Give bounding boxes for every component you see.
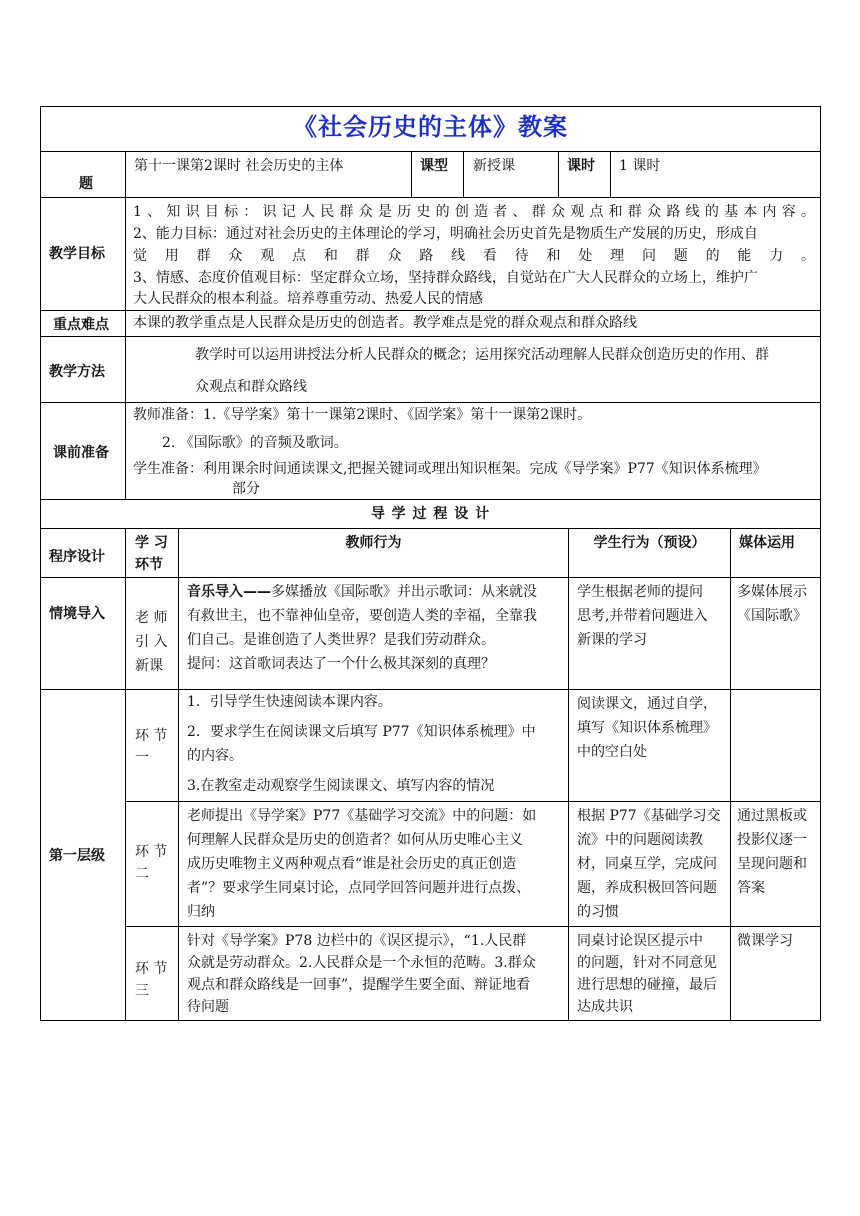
- s1-step-cell: [125, 689, 179, 802]
- s2-teacher-line: 归纳: [187, 904, 215, 920]
- s3-step-line: 三: [135, 983, 149, 999]
- goals-content-cell: [125, 197, 821, 311]
- s2-step-cell: [125, 801, 179, 927]
- type-value-cell: [463, 151, 559, 198]
- keypoints-content-cell: [125, 310, 821, 337]
- s2-media-line: 呈现问题和: [737, 856, 807, 872]
- s1-student-cell: [568, 689, 731, 802]
- s3-media-cell: [730, 926, 821, 1021]
- col-step-a: 学 习: [135, 535, 168, 551]
- goal-line: 1、知识目标：识记人民群众是历史的创造者、群众观点和群众路线的基本内容。: [133, 204, 815, 220]
- s3-teacher-cell: [178, 926, 569, 1021]
- lesson-name: 第十一课第2课时 社会历史的主体: [134, 158, 344, 174]
- level1-program: 第一层级: [49, 848, 105, 864]
- s1-step-line: 一: [135, 750, 149, 766]
- type-label-cell: [411, 151, 464, 198]
- s1-teacher-line: 3.在教室走动观察学生阅读课文、填写内容的情况: [187, 778, 495, 794]
- intro-student-cell: [568, 577, 731, 690]
- process-title: 导 学 过 程 设 计: [370, 506, 491, 522]
- s2-teacher-line: 何理解人民群众是历史的创造者？如何从历史唯心主义: [187, 832, 523, 848]
- s2-media-cell: [730, 801, 821, 927]
- goal-line: 觉用群众观点和群众路线看待和处理问题的能力。: [133, 248, 815, 264]
- process-title-row: [40, 499, 821, 529]
- s3-teacher-line: 针对《导学案》P78 边栏中的《误区提示》，“1.人民群: [187, 933, 527, 949]
- title-row: [40, 106, 821, 152]
- s1-student-line: 阅读课文，通过自学，: [577, 696, 717, 712]
- s1-teacher-line: 1．引导学生快速阅读本课内容。: [187, 694, 392, 710]
- intro-media-line: 多媒体展示: [737, 584, 807, 600]
- intro-program-cell: [40, 577, 126, 690]
- goal-line: 大人民群众的根本利益。培养尊重劳动、热爱人民的情感: [133, 291, 483, 307]
- s2-student-line: 根据 P77《基础学习交: [577, 808, 721, 824]
- page-title: 《社会历史的主体》教案: [293, 113, 568, 141]
- s2-media-line: 投影仪逐一: [737, 832, 807, 848]
- s2-student-cell: [568, 801, 731, 927]
- prep-line: 教师准备：1.《导学案》第十一课第2课时、《固学案》第十一课第2课时。: [133, 407, 592, 423]
- intro-teacher-cell: [178, 577, 569, 690]
- intro-teacher-line: 多媒播放《国际歌》并出示歌词：从来就没: [271, 584, 537, 600]
- intro-student-line: 新课的学习: [577, 632, 647, 648]
- prep-content-cell: [125, 402, 821, 500]
- hours-value: 1 课时: [619, 158, 661, 174]
- goals-label: 教学目标: [49, 246, 105, 262]
- col-program-cell: [40, 528, 126, 578]
- intro-teacher-line: 有救世主，也不靠神仙皇帝，要创造人类的幸福，全靠我: [187, 608, 537, 624]
- s2-step-line: 二: [135, 866, 149, 882]
- prep-line: 2. 《国际歌》的音频及歌词。: [162, 435, 348, 451]
- s2-student-line: 材，同桌互学，完成问: [577, 856, 717, 872]
- s3-student-line: 同桌讨论误区提示中: [577, 933, 703, 949]
- keypoints-text: 本课的教学重点是人民群众是历史的创造者。教学难点是党的群众观点和群众路线: [133, 315, 637, 331]
- s2-student-line: 流》中的问题阅读教: [577, 832, 703, 848]
- s3-teacher-line: 观点和群众路线是一回事”，提醒学生要全面、辩证地看: [187, 977, 531, 993]
- intro-step-cell: [125, 577, 179, 690]
- s3-student-line: 进行思想的碰撞，最后: [577, 977, 717, 993]
- s2-media-line: 答案: [737, 880, 765, 896]
- s1-teacher-line: 的内容。: [187, 748, 243, 764]
- s1-student-line: 填写《知识体系梳理》: [577, 720, 717, 736]
- s3-step-line: 环 节: [135, 961, 168, 977]
- intro-student-line: 学生根据老师的提问: [577, 584, 703, 600]
- s2-teacher-cell: [178, 801, 569, 927]
- s2-student-line: 的习惯: [577, 904, 619, 920]
- topic-label: 题: [79, 176, 93, 192]
- s1-step-line: 环 节: [135, 728, 168, 744]
- goal-line: 3、情感、态度价值观目标：坚定群众立场，坚持群众路线，自觉站在广大人民群众的立场上，维护广: [133, 270, 758, 286]
- col-teacher: 教师行为: [345, 535, 402, 551]
- lesson-cell: [125, 151, 412, 198]
- col-student-cell: [568, 528, 731, 578]
- s2-step-line: 环 节: [135, 844, 168, 860]
- s3-teacher-line: 待问题: [187, 999, 229, 1015]
- s1-student-line: 中的空白处: [577, 744, 647, 760]
- prep-line: 部分: [232, 481, 260, 497]
- s2-teacher-line: 者”？要求学生同桌讨论，点同学回答问题并进行点拨、: [187, 880, 531, 896]
- goal-line: 2、能力目标：通过对社会历史的主体理论的学习，明确社会历史首先是物质生产发展的历史，形成自: [133, 226, 758, 242]
- col-program: 程序设计: [49, 549, 105, 565]
- s2-student-line: 题，养成积极回答问题: [577, 880, 717, 896]
- s2-teacher-line: 成历史唯物主义两种观点看“谁是社会历史的真正创造: [187, 856, 517, 872]
- s2-teacher-line: 老师提出《导学案》P77《基础学习交流》中的问题：如: [187, 808, 537, 824]
- intro-program: 情境导入: [49, 606, 105, 622]
- intro-teacher-bold: 音乐导入——: [187, 584, 271, 600]
- s3-teacher-line: 众就是劳动群众。2.人民群众是一个永恒的范畴。3.群众: [187, 955, 536, 971]
- intro-teacher-line: 们自己。是谁创造了人类世界？是我们劳动群众。: [187, 632, 495, 648]
- s1-media-cell: [730, 689, 821, 802]
- s1-teacher-cell: [178, 689, 569, 802]
- keypoints-label-cell: [40, 310, 126, 337]
- s3-media-line: 微课学习: [737, 933, 793, 949]
- prep-label-cell: [40, 402, 126, 500]
- s3-student-line: 达成共识: [577, 999, 633, 1015]
- col-media: 媒体运用: [739, 535, 795, 551]
- intro-media-line: 《国际歌》: [737, 608, 807, 624]
- s3-step-cell: [125, 926, 179, 1021]
- goals-label-cell: [40, 197, 126, 311]
- hours-value-cell: [610, 151, 821, 198]
- intro-step-line: 老 师: [135, 610, 168, 626]
- intro-step-line: 引 入: [135, 634, 168, 650]
- methods-content-cell: [125, 336, 821, 403]
- intro-media-cell: [730, 577, 821, 690]
- hours-label: 课时: [567, 158, 595, 174]
- col-student: 学生行为（预设）: [593, 535, 706, 551]
- hours-label-cell: [558, 151, 611, 198]
- topic-label-cell: [40, 151, 126, 198]
- methods-label: 教学方法: [49, 364, 105, 380]
- s2-media-line: 通过黑板或: [737, 808, 807, 824]
- s3-student-line: 的问题，针对不同意见: [577, 955, 717, 971]
- s1-teacher-line: 2．要求学生在阅读课文后填写 P77《知识体系梳理》中: [187, 724, 536, 740]
- type-value: 新授课: [473, 158, 515, 174]
- col-step-b: 环节: [135, 557, 163, 573]
- type-label: 课型: [420, 158, 448, 174]
- intro-student-line: 思考,并带着问题进入: [577, 608, 708, 624]
- s3-student-cell: [568, 926, 731, 1021]
- methods-line: 教学时可以运用讲授法分析人民群众的概念；运用探究活动理解人民群众创造历史的作用、群: [195, 347, 769, 363]
- prep-label: 课前准备: [53, 445, 109, 461]
- intro-step-line: 新课: [135, 658, 163, 674]
- level1-program-cell: [40, 689, 126, 1021]
- keypoints-label: 重点难点: [53, 317, 109, 333]
- col-step-cell: [125, 528, 179, 578]
- prep-line: 学生准备：利用课余时间通读课文,把握关键词或理出知识框架。完成《导学案》P77《知识体系梳理》: [133, 461, 767, 477]
- col-media-cell: [730, 528, 821, 578]
- methods-line: 众观点和群众路线: [195, 379, 307, 395]
- intro-teacher-line: 提问：这首歌词表达了一个什么极其深刻的真理？: [187, 656, 495, 672]
- col-teacher-cell: [178, 528, 569, 578]
- methods-label-cell: [40, 336, 126, 403]
